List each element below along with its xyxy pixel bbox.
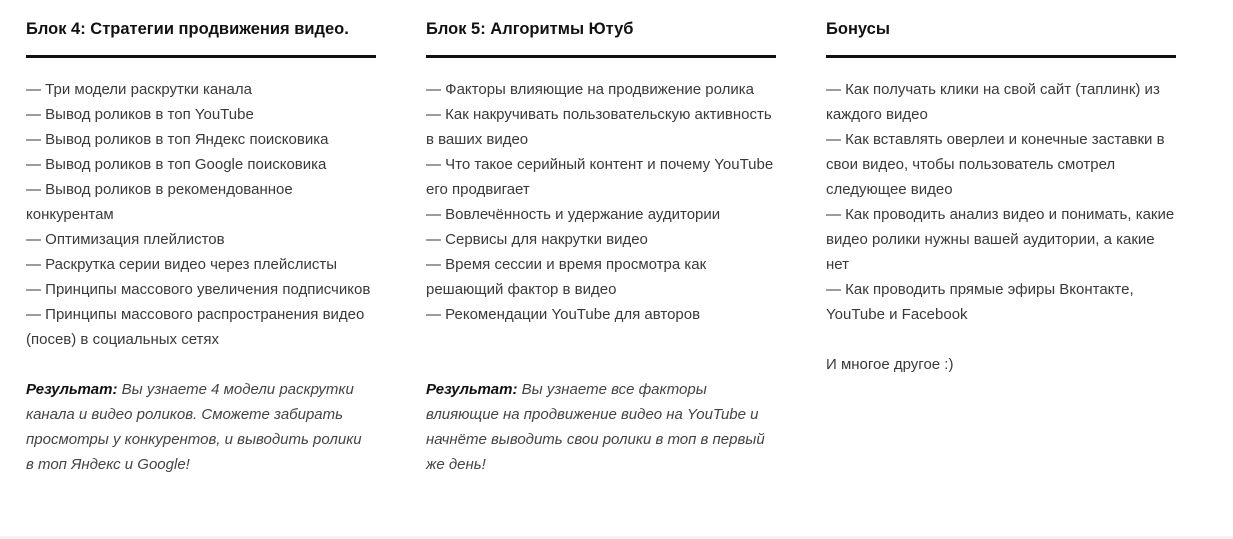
block-4-title: Блок 4: Стратегии продвижения видео. bbox=[26, 20, 349, 38]
title-divider bbox=[26, 55, 376, 58]
list-item: — Как накручивать пользовательскую активность в ваших видео bbox=[426, 106, 772, 148]
result-label: Результат: bbox=[26, 381, 118, 398]
result-label: Результат: bbox=[426, 381, 518, 398]
block-4-list bbox=[26, 77, 378, 477]
list-item: — Вовлечённость и удержание аудитории bbox=[426, 206, 721, 223]
spacer bbox=[26, 352, 378, 377]
list-item: — Что такое серийный контент и почему YouTube его продвигает bbox=[426, 156, 774, 198]
spacer bbox=[826, 327, 1178, 352]
list-item: — Как вставлять оверлеи и конечные заставки в свои видео, чтобы пользователь смотрел следующее видео bbox=[826, 131, 1165, 198]
result-text: Вы узнаете все факторы влияющие на продвижение видео на YouTube и начнёте выводить свои ролики в топ в первый же день! bbox=[426, 381, 765, 473]
list-item: — Как проводить прямые эфиры Вконтакте, YouTube и Facebook bbox=[826, 281, 1134, 323]
list-item: — Как получать клики на свой сайт (таплинк) из каждого видео bbox=[826, 81, 1160, 123]
list-item: — Рекомендации YouTube для авторов bbox=[426, 306, 701, 323]
list-item: — Вывод роликов в топ Яндекс поисковика bbox=[26, 131, 329, 148]
spacer bbox=[426, 352, 778, 377]
title-divider bbox=[826, 55, 1176, 58]
list-item: — Вывод роликов в рекомендованное конкурентам bbox=[26, 181, 293, 223]
list-item: — Факторы влияющие на продвижение ролика bbox=[426, 81, 754, 98]
bonus-footer: И многое другое :) bbox=[826, 356, 954, 373]
list-item: — Как проводить анализ видео и понимать, какие видео ролики нужны вашей аудитории, а какие нет bbox=[826, 206, 1175, 273]
list-item: — Время сессии и время просмотра как решающий фактор в видео bbox=[426, 256, 707, 298]
title-divider bbox=[426, 55, 776, 58]
list-item: — Раскрутка серии видео через плейслисты bbox=[26, 256, 338, 273]
list-item: — Вывод роликов в топ Google поисковика bbox=[26, 156, 327, 173]
bonus-title: Бонусы bbox=[826, 20, 890, 38]
block-5-result bbox=[426, 377, 776, 477]
bonus-list bbox=[826, 77, 1178, 377]
list-item: — Принципы массового распространения видео (посев) в социальных сетях bbox=[26, 306, 365, 348]
spacer bbox=[426, 327, 778, 352]
result-text: Вы узнаете 4 модели раскрутки канала и видео роликов. Сможете забирать просмотры у конкурентов, и выводить ролики в топ Яндекс и Google! bbox=[26, 381, 362, 473]
list-item: — Сервисы для накрутки видео bbox=[426, 231, 648, 248]
block-4-result bbox=[26, 377, 371, 477]
list-item: — Три модели раскрутки канала bbox=[26, 81, 252, 98]
list-item: — Вывод роликов в топ YouTube bbox=[26, 106, 254, 123]
list-item: — Принципы массового увеличения подписчиков bbox=[26, 281, 371, 298]
list-item: — Оптимизация плейлистов bbox=[26, 231, 225, 248]
block-5-title: Блок 5: Алгоритмы Ютуб bbox=[426, 20, 634, 38]
block-5-list bbox=[426, 77, 778, 477]
